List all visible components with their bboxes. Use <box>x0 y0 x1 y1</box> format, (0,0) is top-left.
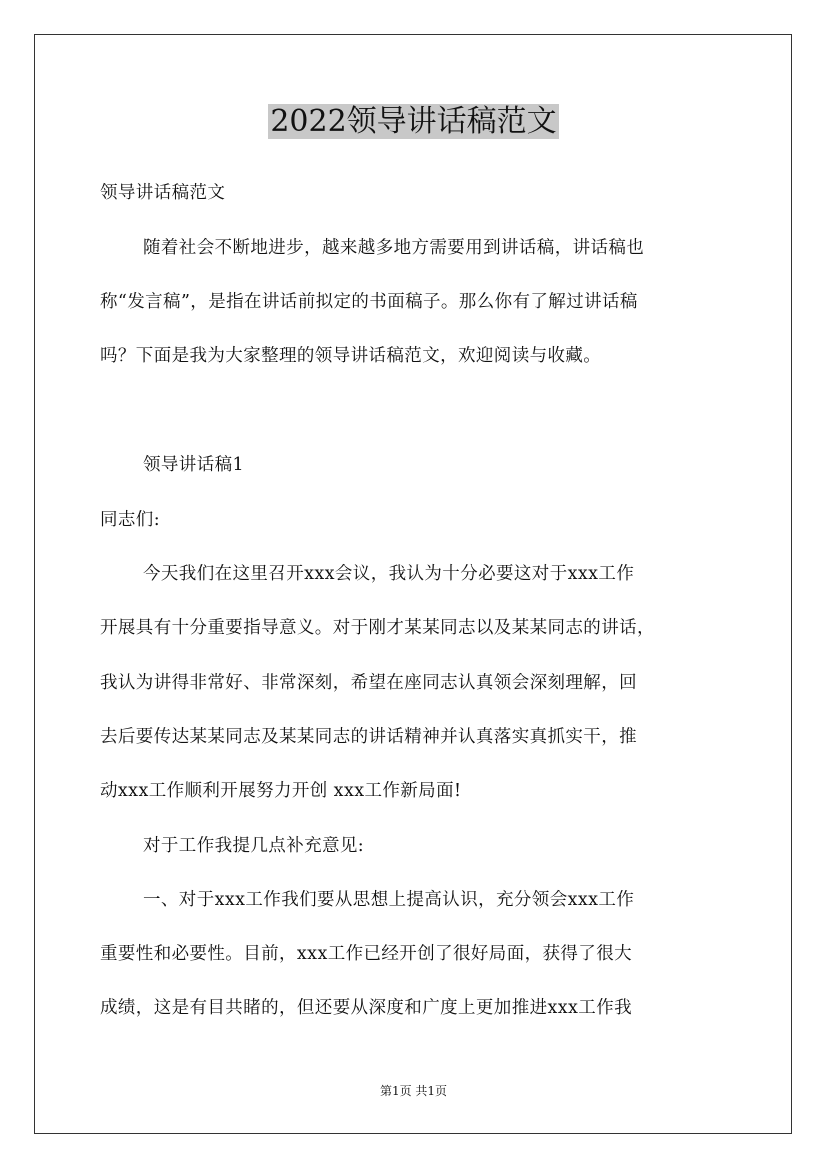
paragraph-line: 成绩，这是有目共睹的，但还要从深度和广度上更加推进xxx工作我 <box>100 998 633 1018</box>
subtitle-line: 领导讲话稿范文 <box>100 183 226 203</box>
paragraph-line: 重要性和必要性。目前，xxx工作已经开创了很好局面，获得了很大 <box>100 944 633 964</box>
paragraph-line: 一、对于xxx工作我们要从思想上提高认识，充分领会xxx工作 <box>143 890 635 910</box>
paragraph-line: 动xxx工作顺利开展努力开创 xxx工作新局面! <box>100 781 462 801</box>
paragraph-line: 我认为讲得非常好、非常深刻，希望在座同志认真领会深刻理解，回 <box>100 673 637 693</box>
paragraph-line: 称“发言稿”，是指在讲话前拟定的书面稿子。那么你有了解过讲话稿 <box>100 292 638 312</box>
section-heading: 领导讲话稿1 <box>143 455 245 475</box>
page-footer: 第1页 共1页 <box>379 1084 448 1098</box>
document-title-wrap <box>0 102 827 142</box>
paragraph-line: 去后要传达某某同志及某某同志的讲话精神并认真落实真抓实干，推 <box>100 727 637 747</box>
document-title: 2022领导讲话稿范文 <box>270 104 557 139</box>
paragraph-line: 对于工作我提几点补充意见: <box>143 836 365 856</box>
salutation-line: 同志们: <box>100 510 160 530</box>
paragraph-line: 开展具有十分重要指导意义。对于刚才某某同志以及某某同志的讲话， <box>100 618 655 638</box>
paragraph-line: 今天我们在这里召开xxx会议，我认为十分必要这对于xxx工作 <box>143 564 635 584</box>
paragraph-line: 吗？下面是我为大家整理的领导讲话稿范文，欢迎阅读与收藏。 <box>100 346 602 366</box>
paragraph-line: 随着社会不断地进步，越来越多地方需要用到讲话稿，讲话稿也 <box>143 238 645 258</box>
